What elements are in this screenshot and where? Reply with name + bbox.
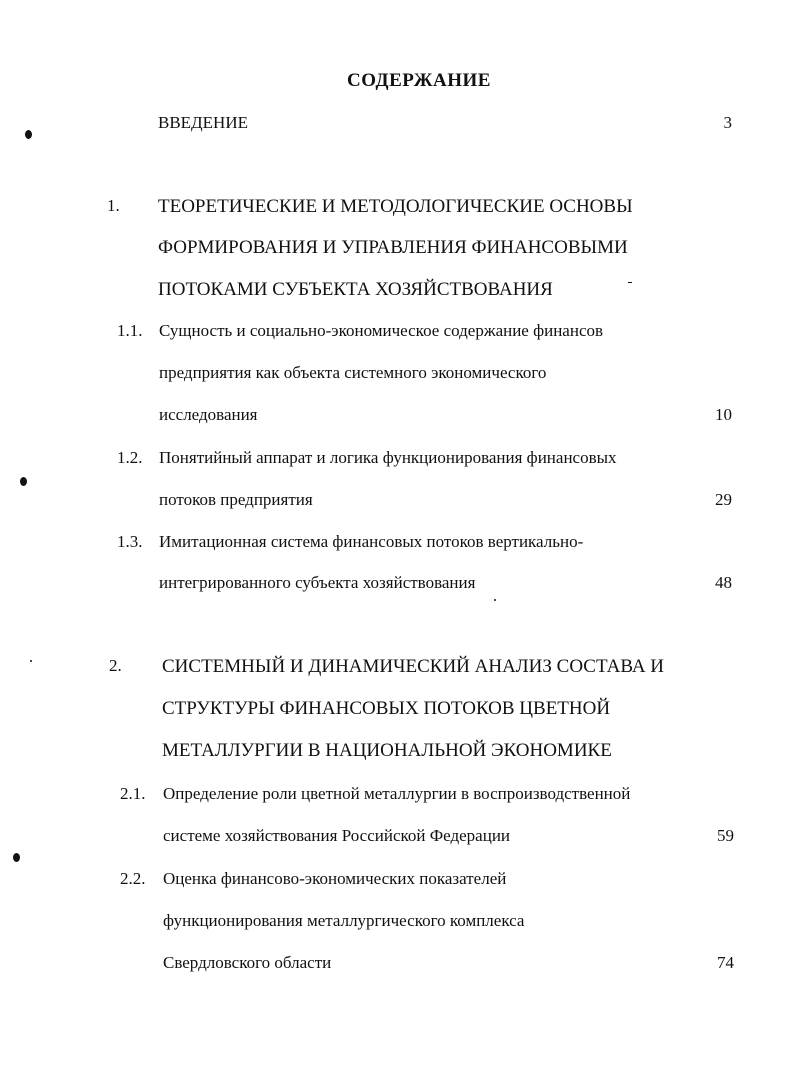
chapter-2-title-line: СИСТЕМНЫЙ И ДИНАМИЧЕСКИЙ АНАЛИЗ СОСТАВА И xyxy=(162,656,665,677)
toc-intro-page: 3 xyxy=(723,113,732,132)
section-2-2-number: 2.2. xyxy=(120,869,146,888)
scan-speck xyxy=(25,130,32,139)
section-1-1-line: исследования xyxy=(159,405,258,424)
section-1-2-page: 29 xyxy=(715,490,732,509)
section-1-1-page: 10 xyxy=(715,405,732,424)
chapter-2-title-line: МЕТАЛЛУРГИИ В НАЦИОНАЛЬНОЙ ЭКОНОМИКЕ xyxy=(162,740,612,761)
section-1-3-line: Имитационная система финансовых потоков вертикально- xyxy=(159,532,584,551)
scan-speck xyxy=(494,599,496,601)
section-1-1-line: предприятия как объекта системного экономического xyxy=(159,363,547,382)
section-2-2-line: функционирования металлургического комплекса xyxy=(163,911,525,930)
section-1-2-line: потоков предприятия xyxy=(159,490,313,509)
toc-intro-label: ВВЕДЕНИЕ xyxy=(158,113,248,132)
section-2-1-line: Определение роли цветной металлургии в воспроизводственной xyxy=(163,784,631,803)
toc-title: СОДЕРЖАНИЕ xyxy=(347,70,491,91)
section-1-2-line: Понятийный аппарат и логика функционирования финансовых xyxy=(159,448,617,467)
chapter-1-title-line: ПОТОКАМИ СУБЪЕКТА ХОЗЯЙСТВОВАНИЯ xyxy=(158,279,553,300)
chapter-1-title-line: ФОРМИРОВАНИЯ И УПРАВЛЕНИЯ ФИНАНСОВЫМИ xyxy=(158,237,628,258)
section-2-2-line: Свердловского области xyxy=(163,953,332,972)
section-2-2-line: Оценка финансово-экономических показателей xyxy=(163,869,507,888)
section-1-2-number: 1.2. xyxy=(117,448,143,467)
section-1-3-line: интегрированного субъекта хозяйствования xyxy=(159,573,476,592)
section-2-1-page: 59 xyxy=(717,826,734,845)
scan-speck xyxy=(13,853,20,862)
chapter-1-title-line: ТЕОРЕТИЧЕСКИЕ И МЕТОДОЛОГИЧЕСКИЕ ОСНОВЫ xyxy=(158,196,633,217)
section-1-3-number: 1.3. xyxy=(117,532,143,551)
section-1-3-page: 48 xyxy=(715,573,732,592)
section-1-1-number: 1.1. xyxy=(117,321,143,340)
scan-speck xyxy=(30,660,32,662)
chapter-2-number: 2. xyxy=(109,656,122,675)
section-2-1-line: системе хозяйствования Российской Федерации xyxy=(163,826,511,845)
chapter-2-title-line: СТРУКТУРЫ ФИНАНСОВЫХ ПОТОКОВ ЦВЕТНОЙ xyxy=(162,698,611,719)
scan-speck xyxy=(20,477,27,486)
section-2-2-page: 74 xyxy=(717,953,734,972)
chapter-1-number: 1. xyxy=(107,196,120,215)
scan-speck xyxy=(628,282,632,283)
section-1-1-line: Сущность и социально-экономическое содержание финансов xyxy=(159,321,604,340)
section-2-1-number: 2.1. xyxy=(120,784,146,803)
